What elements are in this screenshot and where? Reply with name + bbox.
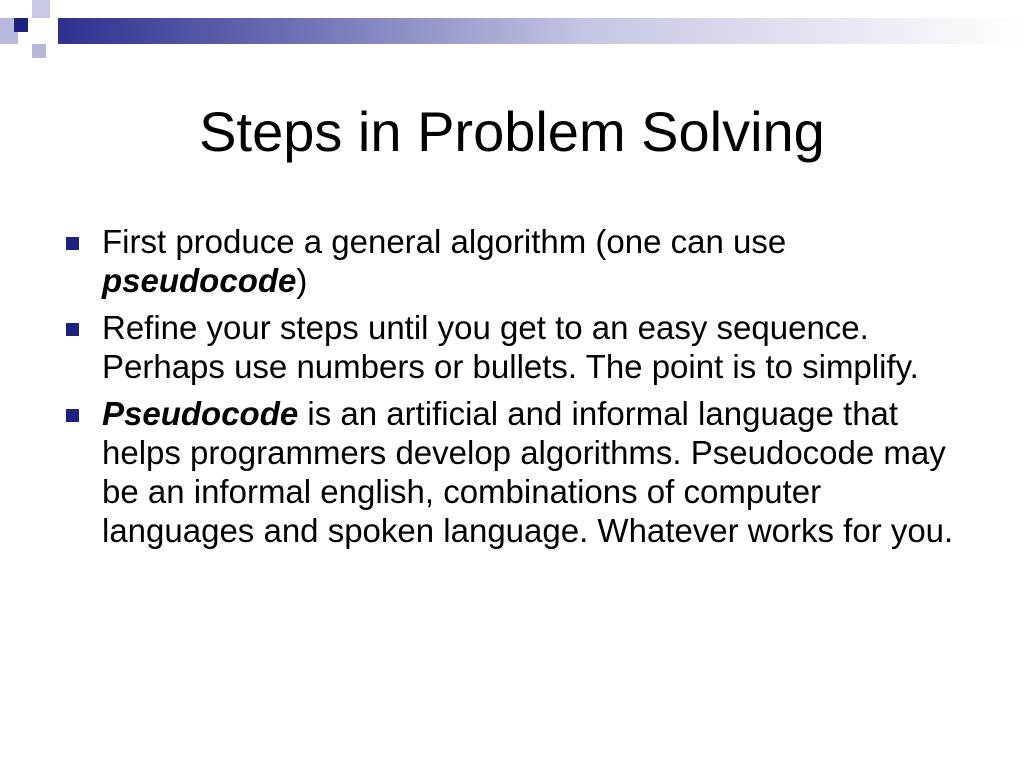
bullet-text: First produce a general algorithm (one can use [102,223,787,260]
header-gradient-band [54,18,1024,44]
decor-square [14,18,28,32]
bullet-text: is an artificial and informal language that helps programmers develop algorithms. Pseudocode may be an informal english, combinations of computer languages and spoken language. Whatever works for you. [102,395,954,549]
square-bullet-icon [66,237,79,250]
bullet-item [66,222,966,300]
square-bullet-icon [66,323,79,336]
decor-square [50,0,64,18]
bullet-list [66,222,966,558]
bullet-emphasis: Pseudocode [102,395,299,432]
bullet-text: Refine your steps until you get to an easy sequence. Perhaps use numbers or bullets. The point is to simplify. [102,309,919,385]
decor-square [32,32,48,44]
bullet-text: ) [296,262,308,299]
bullet-emphasis: pseudocode [102,262,297,299]
decor-square [32,44,46,58]
square-bullet-icon [66,409,79,422]
bullet-item [66,394,966,550]
bullet-item [66,308,966,386]
decor-square [32,0,50,18]
slide-title: Steps in Problem Solving [199,100,825,163]
